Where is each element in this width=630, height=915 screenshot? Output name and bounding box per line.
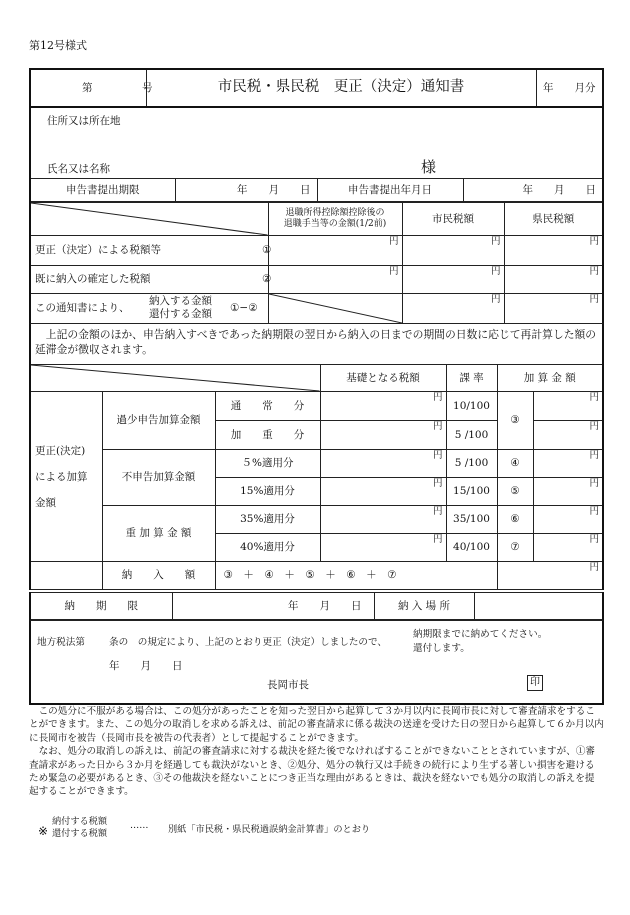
penalty-table-corner (30, 365, 320, 392)
notice-number: 第 号 (30, 69, 146, 107)
pref-tax-column-header: 県民税額 (504, 203, 603, 236)
sama-honorific: 様 (421, 158, 437, 176)
due-date: 年 月 日 (172, 593, 374, 620)
payment-place-value (474, 593, 603, 620)
due-table (29, 592, 604, 620)
tax-table-corner (30, 203, 268, 236)
appeal-notes (29, 705, 604, 799)
header-table (29, 68, 604, 108)
penalty-left-label: 更正(決定) による加算 金額 (30, 392, 102, 562)
penalty-table: 基礎となる税額 課 率 加 算 金 額 更正(決定) による加算 金額 過少申告加算金額 通 常 分 円 10/100 ③ 円 加 重 分 円 5 /100 円 不申告加算金額 ５%適用分 円 5 /100 ④ 円 15%適用分 円 15/100 ⑤ 円 重 加 算 金 額 35%適用分 円 35/100 ⑥ 円 40%適用分 円 40/100 ⑦ 円 納 入 額 ③ ＋ ④ ＋ ⑤ ＋ ⑥ ＋ ⑦ 円 (29, 364, 604, 590)
address-block (29, 108, 604, 178)
year-month: 年 月分 (536, 69, 603, 107)
normal-portion-label: 通 常 分 (215, 392, 320, 421)
table-row: 既に納入の確定した税額 ② 円 円 円 (30, 266, 603, 294)
retirement-column-header: 退職所得控除額控除後の 退職手当等の金額(1/2前) (268, 203, 402, 236)
total-row: 納 入 額 ③ ＋ ④ ＋ ⑤ ＋ ⑥ ＋ ⑦ 円 (30, 562, 603, 590)
seal-mark: 印 (527, 675, 543, 691)
row-label: 更正（決定）による税額等 ① (30, 236, 268, 266)
notice-block: 地方税法第 条の の規定により、上記のとおり更正（決定）しましたので、 納期限までに納めてください。 還付します。 年 月 日 長岡市長 印 (29, 620, 604, 705)
deadline-label: 申告書提出期限 (30, 179, 175, 202)
address-label: 住所又は所在地 (47, 115, 121, 127)
total-label: 納 入 額 (102, 562, 215, 590)
total-formula: ③ ＋ ④ ＋ ⑤ ＋ ⑥ ＋ ⑦ (215, 562, 497, 590)
city-tax-column-header: 市民税額 (402, 203, 504, 236)
row-label: 既に納入の確定した税額 ② (30, 266, 268, 294)
notice-date: 年 月 日 (109, 660, 183, 672)
submitted-date: 年 月 日 (463, 179, 603, 202)
form-number: 第12号様式 (29, 39, 87, 52)
rate-column-header: 課 率 (446, 365, 497, 392)
deadline-date: 年 月 日 (175, 179, 317, 202)
deadline-table (29, 178, 604, 202)
non-filing-label: 不申告加算金額 (102, 450, 215, 506)
payment-place-label: 納 入 場 所 (374, 593, 474, 620)
heavy-portion-label: 加 重 分 (215, 421, 320, 450)
due-label: 納 期 限 (30, 593, 172, 620)
document-title: 市民税・県民税 更正（決定）通知書 (146, 69, 536, 107)
base-tax-column-header: 基礎となる税額 (320, 365, 446, 392)
appeal-note-1: この処分に不服がある場合は、この処分があったことを知った翌日から起算して３か月以内に長岡市長に対して審査請求をすることができます。また、この処分の取消しを求める訴えは、前記の審査請求に係る裁決の送達を受けた日の翌日から起算して６か月以内に長岡市を被告（長岡市長を被告の代表者）として提起することができます。 (29, 706, 604, 744)
delinquency-note: 上記の金額のほか、申告納入すべきであった納期限の翌日から納入の日までの期間の日数に応じて再計算した額の延滞金が徴収されます。 (29, 323, 604, 365)
tax-table (29, 202, 604, 324)
row-label: この通知書により、 納入する金額 還付する金額 ①−② (30, 294, 268, 324)
mayor-name: 長岡市長 (267, 679, 309, 691)
table-row: 更正（決定）による税額等 ① 円 円 円 (30, 236, 603, 266)
under-reporting-label: 過少申告加算金額 (102, 392, 215, 450)
table-row: この通知書により、 納入する金額 還付する金額 ①−② 円 円 (30, 294, 603, 324)
appeal-note-2: なお、処分の取消しの訴えは、前記の審査請求に対する裁決を経た後でなければすることができないこととされていますが、①審査請求があった日から３か月を経過しても裁決がないとき、②処分、処分の執行又は手続きの続行により生ずる著しい損害を避けるため緊急の必要があるとき、③その他裁決を経ないことにつき正当な理由があるときは、裁決を経ないでも処分の取消しの訴えを提起することができます。 (29, 746, 596, 798)
retirement-na-cell (268, 294, 402, 324)
submitted-label: 申告書提出年月日 (317, 179, 463, 202)
name-label: 氏名又は名称 (47, 163, 110, 175)
amount-column-header: 加 算 金 額 (497, 365, 603, 392)
heavy-penalty-label: 重 加 算 金 額 (102, 506, 215, 562)
